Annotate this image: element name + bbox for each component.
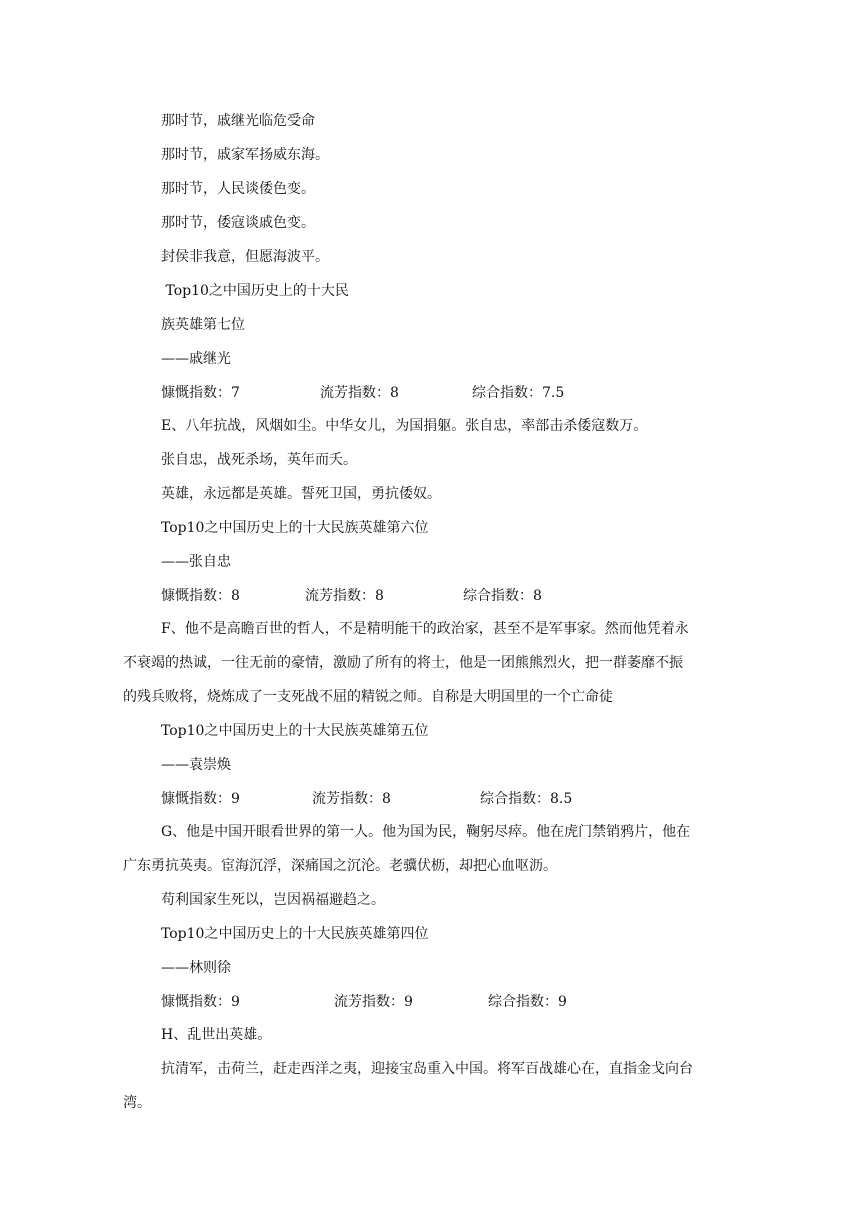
text-line: 苟利国家生死以，岂因祸福避趋之。 xyxy=(161,892,385,908)
ranking-heading: Top10之中国历史上的十大民族英雄第四位 xyxy=(161,926,429,942)
zonghe-index: 综合指数：9 xyxy=(488,994,567,1010)
text-line: 那时节，人民谈倭色变。 xyxy=(161,181,315,197)
text-line: 不衰竭的热诚，一往无前的豪情，激励了所有的将士，他是一团熊熊烈火，把一群萎靡不振 xyxy=(123,655,683,671)
liufang-index: 流芳指数：9 xyxy=(334,994,413,1010)
text-line: F、他不是高瞻百世的哲人，不是精明能干的政治家，甚至不是军事家。然而他凭着永 xyxy=(161,621,689,637)
liufang-index: 流芳指数：8 xyxy=(320,385,399,401)
text-line: G、他是中国开眼看世界的第一人。他为国为民，鞠躬尽瘁。他在虎门禁销鸦片，他在 xyxy=(161,824,691,840)
text-line: E、八年抗战，风烟如尘。中华女儿，为国捐躯。张自忠，率部击杀倭寇数万。 xyxy=(161,418,648,434)
hero-name: ——张自忠 xyxy=(161,554,231,570)
zonghe-index: 综合指数：8 xyxy=(463,588,542,604)
kaikai-index: 慷慨指数：7 xyxy=(161,385,240,401)
text-line: H、乱世出英雄。 xyxy=(161,1027,272,1043)
ranking-heading: Top10之中国历史上的十大民族英雄第六位 xyxy=(161,520,429,536)
text-line: 英雄，永远都是英雄。誓死卫国，勇抗倭奴。 xyxy=(161,486,441,502)
zonghe-index: 综合指数：8.5 xyxy=(480,791,573,807)
text-line: 那时节，戚继光临危受命 xyxy=(161,113,315,129)
text-line: 抗清军，击荷兰，赶走西洋之夷，迎接宝岛重入中国。将军百战雄心在，直指金戈向台 xyxy=(161,1061,693,1077)
ranking-heading: Top10之中国历史上的十大民 xyxy=(161,283,349,299)
kaikai-index: 慷慨指数：9 xyxy=(161,994,240,1010)
liufang-index: 流芳指数：8 xyxy=(312,791,391,807)
text-line: 张自忠，战死杀场，英年而夭。 xyxy=(161,452,357,468)
kaikai-index: 慷慨指数：8 xyxy=(161,588,240,604)
text-line: 湾。 xyxy=(123,1095,151,1111)
kaikai-index: 慷慨指数：9 xyxy=(161,791,240,807)
hero-name: ——袁崇焕 xyxy=(161,757,231,773)
text-line: 封侯非我意，但愿海波平。 xyxy=(161,249,329,265)
text-line: 的残兵败将，烧炼成了一支死战不屈的精锐之师。自称是大明国里的一个亡命徒 xyxy=(123,689,613,705)
hero-name: ——戚继光 xyxy=(161,351,231,367)
zonghe-index: 综合指数：7.5 xyxy=(472,385,565,401)
ranking-heading: Top10之中国历史上的十大民族英雄第五位 xyxy=(161,723,429,739)
ranking-heading-continued: 族英雄第七位 xyxy=(161,317,245,333)
text-line: 广东勇抗英夷。宦海沉浮，深痛国之沉沦。老骥伏枥，却把心血呕沥。 xyxy=(123,858,557,874)
liufang-index: 流芳指数：8 xyxy=(305,588,384,604)
hero-name: ——林则徐 xyxy=(161,960,231,976)
text-line: 那时节，戚家军扬威东海。 xyxy=(161,147,329,163)
text-line: 那时节，倭寇谈戚色变。 xyxy=(161,215,315,231)
